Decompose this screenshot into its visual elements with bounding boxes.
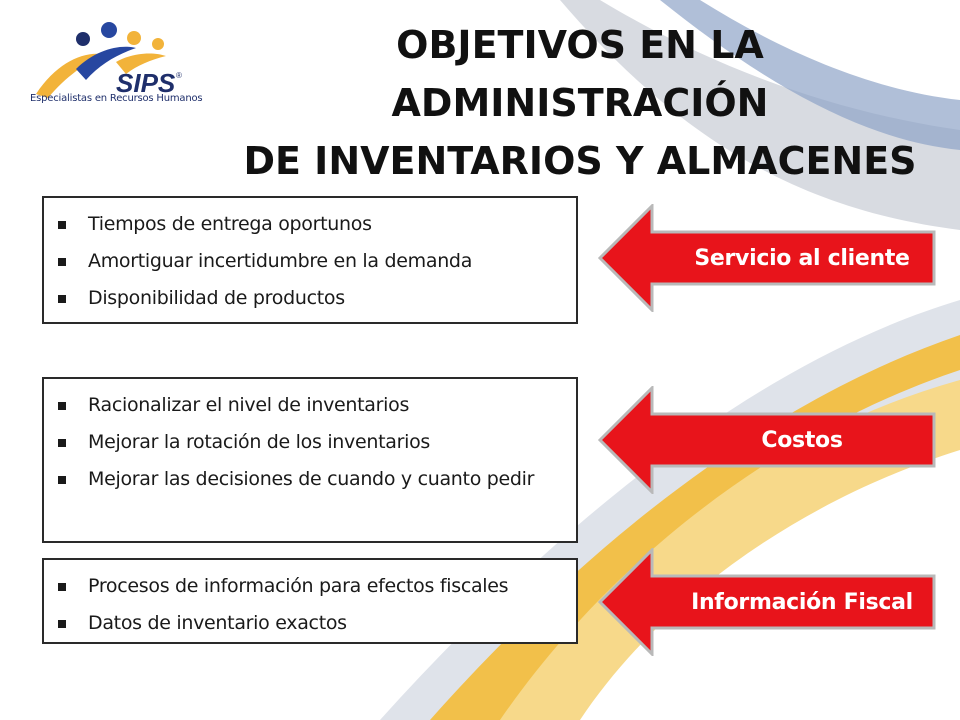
list-item: Datos de inventario exactos — [88, 605, 566, 642]
arrow-label: Costos — [761, 427, 843, 453]
list-item: Mejorar las decisiones de cuando y cuanto pedir — [88, 461, 566, 498]
objectives-list — [44, 560, 576, 650]
title-line-1: OBJETIVOS EN LA ADMINISTRACIÓN — [391, 23, 769, 125]
list-item: Disponibilidad de productos — [88, 280, 566, 317]
arrow-fiscal — [598, 548, 938, 656]
list-item: Tiempos de entrega oportunos — [88, 206, 566, 243]
list-item: Amortiguar incertidumbre en la demanda — [88, 243, 566, 280]
logo-tagline: Especialistas en Recursos Humanos — [30, 93, 203, 104]
page-title — [215, 16, 945, 190]
objectives-box-service — [42, 196, 578, 324]
list-item: Mejorar la rotación de los inventarios — [88, 424, 566, 461]
svg-text:®: ® — [176, 71, 182, 80]
objectives-list — [44, 198, 576, 325]
logo-figures-icon — [26, 14, 206, 124]
list-item: Racionalizar el nivel de inventarios — [88, 387, 566, 424]
svg-text:SIPS: SIPS — [116, 68, 176, 98]
arrow-label: Servicio al cliente — [694, 245, 910, 271]
objectives-box-costs — [42, 377, 578, 543]
objectives-list — [44, 379, 576, 506]
objectives-box-fiscal — [42, 558, 578, 644]
list-item: Procesos de información para efectos fiscales — [88, 568, 566, 605]
title-line-2: DE INVENTARIOS Y ALMACENES — [243, 139, 917, 183]
sips-logo — [26, 14, 206, 124]
arrow-label: Información Fiscal — [691, 589, 913, 615]
arrow-service — [598, 204, 938, 312]
arrow-costs — [598, 386, 938, 494]
